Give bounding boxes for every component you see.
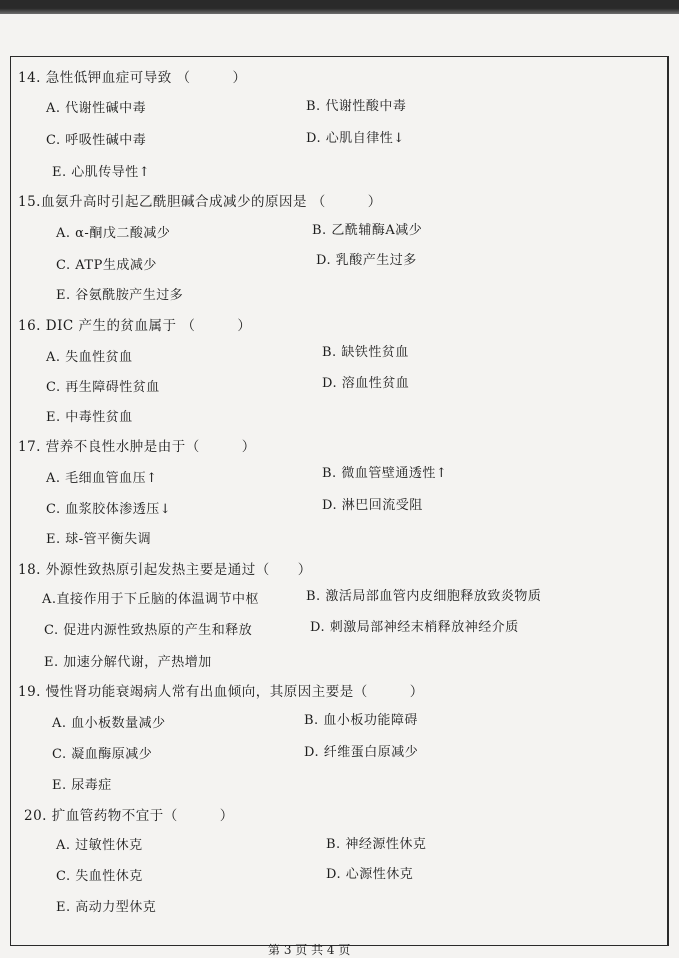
question-16-option-a: A. 失血性贫血 — [46, 350, 133, 365]
question-14-option-e: E. 心肌传导性↑ — [52, 165, 151, 180]
question-15-option-e: E. 谷氨酰胺产生过多 — [56, 288, 184, 303]
question-18-option-c: C. 促进内源性致热原的产生和释放 — [44, 623, 253, 638]
question-19-option-e: E. 尿毒症 — [52, 778, 112, 793]
question-15-option-d: D. 乳酸产生过多 — [316, 253, 417, 268]
question-18-option-b: B. 激活局部血管内皮细胞释放致炎物质 — [306, 589, 542, 604]
question-15-stem: 15.血氨升高时引起乙酰胆碱合成减少的原因是 （ ） — [18, 194, 382, 210]
question-15-option-b: B. 乙酰辅酶A减少 — [312, 223, 423, 238]
question-17-option-b: B. 微血管壁通透性↑ — [322, 466, 448, 481]
question-17-option-a: A. 毛细血管血压↑ — [46, 471, 158, 486]
question-14-option-c: C. 呼吸性碱中毒 — [46, 133, 147, 148]
page-footer: 第 3 页 共 4 页 — [268, 943, 351, 957]
question-17-stem: 17. 营养不良性水肿是由于（ ） — [18, 439, 256, 455]
question-16-option-d: D. 溶血性贫血 — [322, 376, 410, 391]
question-20-stem: 20. 扩血管药物不宜于（ ） — [24, 808, 234, 824]
question-20-option-d: D. 心源性休克 — [326, 867, 414, 882]
question-20-option-c: C. 失血性休克 — [56, 869, 143, 884]
scan-edge — [0, 0, 679, 14]
question-17-option-d: D. 淋巴回流受阻 — [322, 498, 423, 513]
question-14-option-a: A. 代谢性碱中毒 — [46, 101, 147, 116]
question-20-option-b: B. 神经源性休克 — [326, 837, 427, 852]
question-15-option-c: C. ATP生成减少 — [56, 258, 157, 273]
question-16-option-e: E. 中毒性贫血 — [46, 410, 133, 425]
question-16-stem: 16. DIC 产生的贫血属于 （ ） — [18, 318, 252, 334]
question-18-option-d: D. 刺激局部神经末梢释放神经介质 — [310, 620, 519, 635]
question-19-option-a: A. 血小板数量减少 — [52, 716, 166, 731]
question-16-option-c: C. 再生障碍性贫血 — [46, 380, 160, 395]
question-19-stem: 19. 慢性肾功能衰竭病人常有出血倾向，其原因主要是（ ） — [18, 684, 424, 700]
question-20-option-e: E. 高动力型休克 — [56, 900, 157, 915]
question-19-option-b: B. 血小板功能障碍 — [304, 713, 418, 728]
question-14-option-b: B. 代谢性酸中毒 — [306, 99, 407, 114]
question-19-option-c: C. 凝血酶原减少 — [52, 747, 153, 762]
question-16-option-b: B. 缺铁性贫血 — [322, 345, 409, 360]
question-19-option-d: D. 纤维蛋白原减少 — [304, 745, 419, 760]
question-17-option-e: E. 球-管平衡失调 — [46, 532, 152, 547]
question-18-option-e: E. 加速分解代谢，产热增加 — [44, 655, 212, 670]
question-17-option-c: C. 血浆胶体渗透压↓ — [46, 502, 172, 517]
question-14-option-d: D. 心肌自律性↓ — [306, 131, 405, 146]
question-14-stem: 14. 急性低钾血症可导致 （ ） — [18, 70, 247, 86]
question-18-option-a: A.直接作用于下丘脑的体温调节中枢 — [42, 592, 260, 607]
question-20-option-a: A. 过敏性休克 — [56, 838, 143, 853]
question-18-stem: 18. 外源性致热原引起发热主要是通过（ ） — [18, 562, 312, 578]
question-15-option-a: A. α-酮戊二酸减少 — [56, 226, 171, 241]
